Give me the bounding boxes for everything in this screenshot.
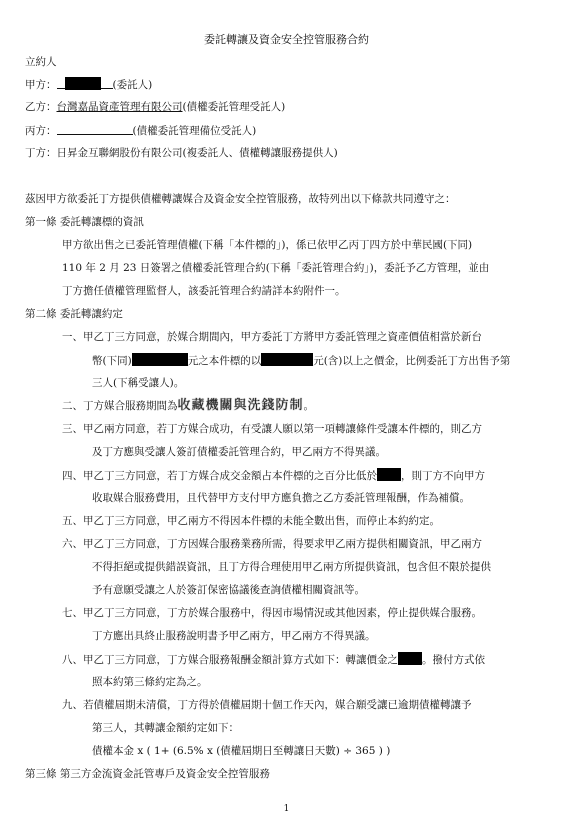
item-1-redacted-price: [261, 353, 313, 366]
transfer-formula: 債權本金 x ( 1+ (6.5% x (債權屆期日至轉讓日天數) ÷ 365 ) ): [92, 745, 391, 757]
item-2-text: 二、丁方媒合服務期間為: [62, 400, 178, 412]
item-1-line: [92, 353, 510, 368]
party-a-blank-right: [101, 77, 113, 89]
item-1-text: 元(含)以上之價金，比例委託丁方出售予第: [313, 355, 511, 367]
item-8-line: 照本約第三條約定為之。: [92, 676, 208, 688]
item-4-text: ，則丁方不向甲方: [401, 470, 485, 482]
item-9-line: 九、若債權屆期未清償，丁方得於債權屆期十個工作天內，媒合願受讓已逾期債權轉讓予: [62, 699, 472, 711]
party-b-name: 台灣嘉晶資產管理有限公司: [56, 101, 183, 113]
page-number: 1: [283, 804, 290, 814]
article-1-line: 110 年 2 月 23 日簽署之債權委託管理合約(下稱「委託管理合約」)，委託予乙方管理，並由: [62, 262, 490, 274]
party-a-redacted-name: [65, 77, 101, 90]
item-6-line: 予有意願受讓之人於簽訂保密協議後查詢債權相關資訊等。: [92, 584, 365, 596]
party-c-line: [25, 123, 256, 138]
party-b-label: 乙方：: [25, 101, 57, 113]
item-8-text: 。撥付方式依: [422, 654, 485, 666]
item-4-redacted-percent: [377, 468, 401, 481]
item-3-line: 及丁方應與受讓人簽訂債權委託管理合約，甲乙兩方不得異議。: [92, 446, 386, 458]
item-1-line: 三人(下稱受讓人)。: [92, 377, 185, 389]
item-4-line: 收取媒合服務費用，且代替甲方支付甲方應負擔之乙方委託管理報酬，作為補償。: [92, 492, 470, 504]
item-9-line: 第三人，其轉讓金額約定如下：: [92, 722, 239, 734]
party-c-label: 丙方：: [25, 125, 57, 137]
party-a-line: [25, 77, 152, 92]
item-4-text: 四、甲乙丁三方同意，若丁方媒合成交金額占本件標的之百分比低於: [62, 470, 377, 482]
party-c-blank: [57, 123, 133, 135]
article-1-heading: 第一條 委託轉讓標的資訊: [25, 216, 144, 228]
item-2-text: 。: [303, 400, 315, 412]
party-a-label: 甲方：: [25, 79, 57, 91]
party-b-line: [25, 100, 285, 114]
item-1-redacted-amount: [132, 353, 188, 366]
item-5-line: 五、甲乙丁三方同意，甲乙兩方不得因本件標的未能全數出售，而停止本約約定。: [62, 515, 440, 527]
item-1-text: 元之本件標的以: [187, 355, 262, 367]
article-1-line: 甲方欲出售之已委託管理債權(下稱「本件標的」)，係已依甲乙丙丁四方於中華民國(下同): [62, 239, 473, 251]
contract-title: 委託轉讓及資金安全控管服務合約: [204, 33, 369, 46]
article-3-heading: 第三條 第三方金流資金託管專戶及資金安全控管服務: [25, 768, 270, 780]
item-8-text: 八、甲乙丁三方同意，丁方媒合服務報酬金額計算方式如下：轉讓價金之: [62, 654, 398, 666]
item-2-line: [62, 399, 314, 413]
party-a-blank-left: [57, 77, 65, 89]
article-1-line: 丁方擔任債權管理監督人，該委託管理合約請詳本約附件一。: [62, 285, 346, 297]
party-a-role: (委託人): [112, 79, 153, 91]
item-6-line: 六、甲乙丁三方同意，丁方因媒合服務業務所需，得要求甲乙兩方提供相關資訊，甲乙兩方: [62, 538, 482, 550]
party-b-role: (債權委託管理受託人): [182, 101, 286, 113]
item-1-text: 幣(下同): [92, 355, 132, 367]
preamble: 茲因甲方欲委託丁方提供債權轉讓媒合及資金安全控管服務，故特列出以下條款共同遵守之：: [25, 193, 456, 205]
item-1-line: 一、甲乙丁三方同意，於媒合期間內，甲方委託丁方將甲方委託管理之資產價值相當於新台: [62, 331, 482, 343]
article-2-heading: 第二條 委託轉讓約定: [25, 308, 123, 320]
item-7-line: 丁方應出具終止服務說明書予甲乙兩方，甲乙兩方不得異議。: [92, 630, 376, 642]
item-6-line: 不得拒絕或提供錯誤資訊，且丁方得合理使用甲乙兩方所提供資訊，包含但不限於提供: [92, 561, 491, 573]
item-2-watermark-text: 收藏機關與洗錢防制: [177, 398, 304, 413]
item-7-line: 七、甲乙丁三方同意，丁方於媒合服務中，得因市場情況或其他因素，停止提供媒合服務。: [62, 607, 482, 619]
party-d-line: [25, 146, 338, 160]
party-d-label: 丁方：: [25, 147, 57, 159]
signatories-label: 立約人: [25, 56, 57, 68]
item-8-redacted-rate: [398, 652, 422, 665]
item-4-line: [62, 468, 485, 483]
party-c-role: (債權委託管理備位受託人): [132, 125, 257, 137]
party-d-text: 日昇金互聯網股份有限公司(複委託人、債權轉讓服務提供人): [56, 147, 338, 159]
item-8-line: [62, 652, 485, 667]
item-3-line: 三、甲乙兩方同意，若丁方媒合成功，有受讓人願以第一項轉讓條件受讓本件標的，則乙方: [62, 423, 482, 435]
